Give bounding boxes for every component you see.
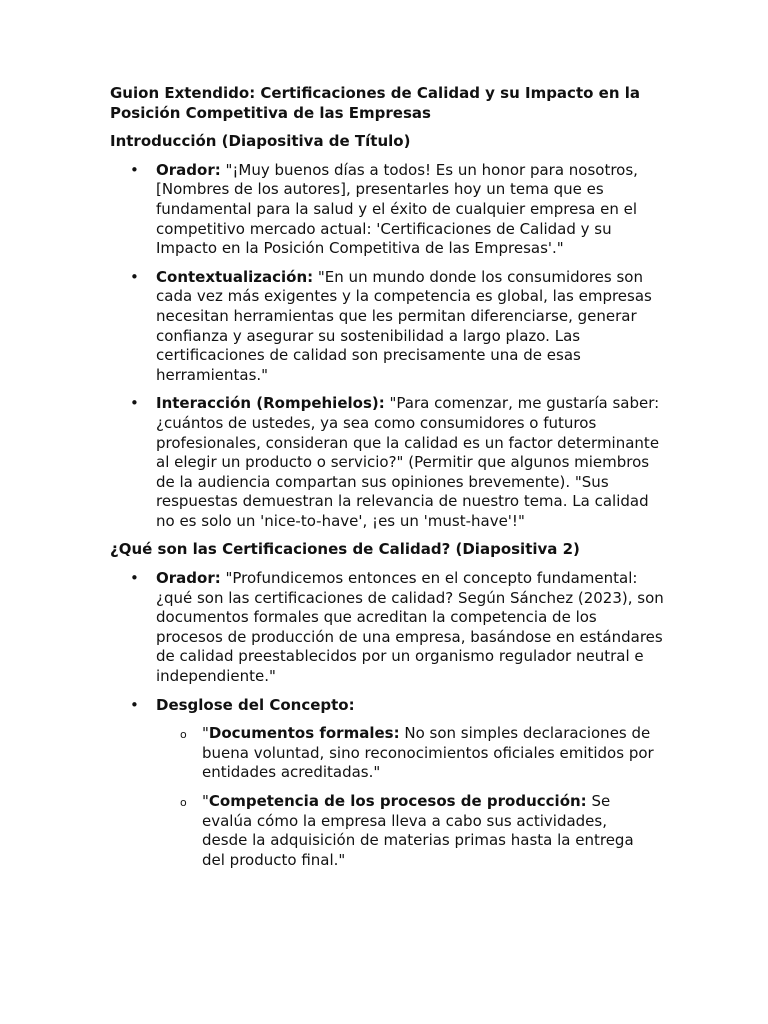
bullet-list-que-son (110, 569, 668, 870)
sub-item-lead: Competencia de los procesos de producción: (208, 792, 587, 810)
sub-item-prefix: " (202, 792, 209, 810)
sub-list-desglose (156, 724, 664, 870)
item-text: "¡Muy buenos días a todos! Es un honor para nosotros, [Nombres de los autores], presentarles hoy un tema que es fundamental para la salud y el éxito de cualquier empresa en el competitivo mercado actual: 'Certificaciones de Calidad y su Impacto en la Posición Competitiva de las Empresas'." (156, 160, 638, 258)
item-lead: Desglose del Concepto: (156, 695, 355, 714)
item-lead: Orador: (156, 569, 221, 588)
list-item (110, 394, 664, 531)
section-heading-que-son: ¿Qué son las Certificaciones de Calidad? (Diapositiva 2) (110, 540, 580, 559)
bullet-list-introduccion (110, 161, 668, 532)
sub-item-prefix: " (202, 724, 209, 743)
sub-list-item (156, 724, 656, 783)
section-heading-introduccion: Introducción (Diapositiva de Título) (110, 132, 411, 151)
sub-item-text: No son simples declaraciones de buena voluntad, sino reconocimientos oficiales emitidos por entidades acreditadas." (202, 724, 654, 782)
item-text: "Para comenzar, me gustaría saber: ¿cuántos de ustedes, ya sea como consumidores o futuros profesionales, consideran que la calidad es un factor determinante al elegir un producto o servicio?" (Permitir que algunos miembros de la audiencia compartan sus opiniones brevemente). "Sus respuestas demuestran la relevancia de nuestro tema. La calidad no es solo un 'nice-to-have', ¡es un 'must-have'!" (156, 394, 660, 530)
item-lead: Contextualización: (156, 267, 314, 286)
document-title: Guion Extendido: Certificaciones de Calidad y su Impacto en la Posición Competitiva de las Empresas (110, 84, 640, 122)
sub-item-lead: Documentos formales: (208, 724, 400, 743)
sub-item-text: Se evalúa cómo la empresa lleva a cabo sus actividades, desde la adquisición de materias primas hasta la entrega del producto final." (202, 792, 634, 869)
list-item (110, 696, 664, 871)
list-item (110, 569, 664, 687)
item-text: "En un mundo donde los consumidores son cada vez más exigentes y la competencia es global, las empresas necesitan herramientas que les permitan diferenciarse, generar confianza y asegurar su sostenibilidad a largo plazo. Las certificaciones de calidad son precisamente una de esas herramientas." (156, 267, 652, 384)
item-text: "Profundicemos entonces en el concepto fundamental: ¿qué son las certificaciones de calidad? Según Sánchez (2023), son documentos formales que acreditan la competencia de los procesos de producción de una empresa, basándose en estándares de calidad preestablecidos por un organismo regulador neutral e independiente." (156, 569, 664, 686)
sub-list-item (156, 792, 656, 870)
item-lead: Interacción (Rompehielos): (156, 394, 385, 413)
list-item (110, 161, 664, 259)
list-item (110, 268, 664, 386)
item-lead: Orador: (156, 160, 221, 179)
